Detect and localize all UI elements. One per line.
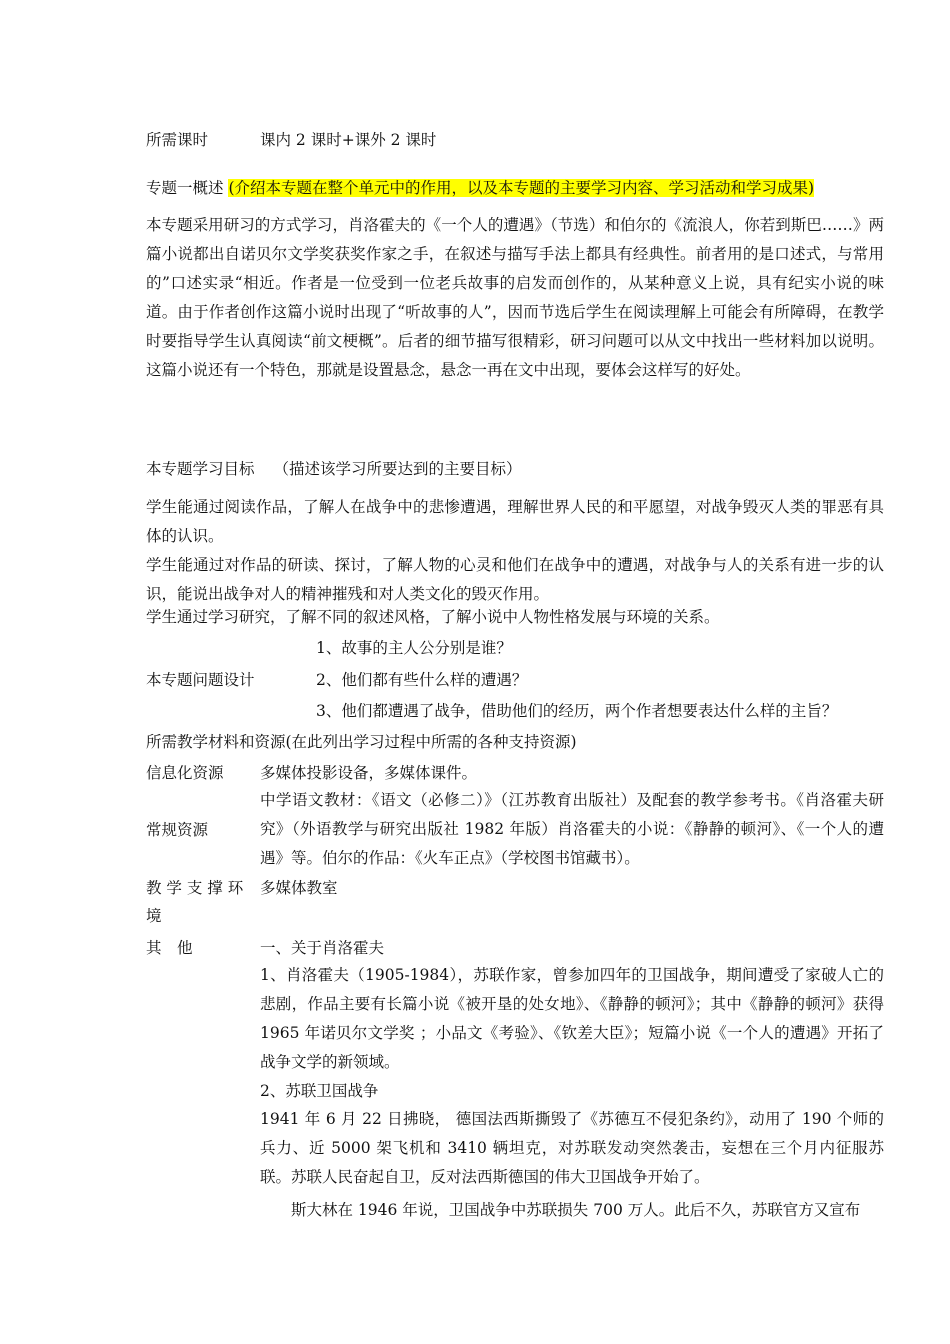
overview-label: 专题一概述 [146, 179, 224, 197]
question-item-1: 1、故事的主人公分别是谁？ [316, 639, 512, 657]
overview-heading [146, 178, 814, 198]
it-resources-label: 信息化资源 [146, 764, 224, 782]
other-section-1-text: 1、肖洛霍夫（1905-1984），苏联作家，曾参加四年的卫国战争，期间遭受了家破人亡的悲剧，作品主要有长篇小说《被开垦的处女地》、《静静的顿河》；其中《静静的顿河》获得 1965 年诺贝尔文学奖 ；小品文《考验》、《钦差大臣》；短篇小说《一个人的遭遇》开拓了战争文学的新领域。 [260, 966, 884, 1071]
resources-heading: 所需教学材料和资源(在此列出学习过程中所需的各种支持资源) [146, 733, 577, 751]
questions-label: 本专题问题设计 [146, 671, 255, 689]
hours-value: 课内 2 课时+课外 2 课时 [260, 131, 437, 149]
env-label-line-1: 教 学 支 撑 环 [146, 879, 244, 897]
goal-item-2: 学生能通过对作品的研读、探讨，了解人物的心灵和他们在战争中的遭遇，对战争与人的关系有进一步的认识，能说出战争对人的精神摧残和对人类文化的毁灭作用。 [146, 556, 884, 603]
env-value: 多媒体教室 [260, 879, 338, 897]
goal-item-3: 学生通过学习研究，了解不同的叙述风格，了解小说中人物性格发展与环境的关系。 [146, 608, 720, 626]
regular-resources-label: 常规资源 [146, 821, 209, 839]
question-item-3: 3、他们都遭遇了战争，借助他们的经历，两个作者想要表达什么样的主旨？ [316, 702, 838, 720]
overview-text: 本专题采用研习的方式学习，肖洛霍夫的《一个人的遭遇》（节选）和伯尔的《流浪人，你若到斯巴……》两篇小说都出自诺贝尔文学奖获奖作家之手，在叙述与描写手法上都具有经典性。前者用的是口述式，与常用的”口述实录“相近。作者是一位受到一位老兵故事的启发而创作的，从某种意义上说，具有纪实小说的味道。由于作者创作这篇小说时出现了“听故事的人”，因而节选后学生在阅读理解上可能会有所障碍，在教学时要指导学生认真阅读“前文梗概”。后者的细节描写很精彩，研习问题可以从文中找出一些材料加以说明。这篇小说还有一个特色，那就是设置悬念，悬念一再在文中出现，要体会这样写的好处。 [146, 216, 884, 379]
other-section-2-title: 2、苏联卫国战争 [260, 1082, 379, 1100]
overview-hint: (介绍本专题在整个单元中的作用，以及本专题的主要学习内容、学习活动和学习成果) [228, 179, 815, 197]
goal-item-1: 学生能通过阅读作品，了解人在战争中的悲惨遭遇，理解世界人民的和平愿望，对战争毁灭人类的罪恶有具体的认识。 [146, 498, 884, 545]
other-section-3-text: 斯大林在 1946 年说，卫国战争中苏联损失 700 万人。此后不久，苏联官方又宣布 [291, 1201, 861, 1219]
regular-resources-value: 中学语文教材：《语文（必修二）》（江苏教育出版社）及配套的教学参考书。《肖洛霍夫研究》（外语教学与研究出版社 1982 年版）肖洛霍夫的小说：《静静的顿河》、《一个人的遭遇》等。伯尔的作品：《火车正点》（学校图书馆藏书）。 [260, 791, 884, 867]
goals-hint: （描述该学习所要达到的主要目标） [273, 460, 522, 478]
other-section-1-title: 一、关于肖洛霍夫 [260, 939, 385, 957]
goals-heading [146, 459, 521, 479]
it-resources-value: 多媒体投影设备，多媒体课件。 [260, 764, 478, 782]
env-label-line-2: 境 [146, 907, 162, 925]
other-label: 其 他 [146, 939, 193, 957]
hours-label: 所需课时 [146, 131, 209, 149]
question-item-2: 2、他们都有些什么样的遭遇？ [316, 671, 528, 689]
goals-label: 本专题学习目标 [146, 460, 255, 478]
other-section-2-text: 1941 年 6 月 22 日拂晓， 德国法西斯撕毁了《苏德互不侵犯条约》，动用了 190 个师的兵力、近 5000 架飞机和 3410 辆坦克，对苏联发动突然袭击，妄想在三个月内征服苏联。苏联人民奋起自卫，反对法西斯德国的伟大卫国战争开始了。 [260, 1110, 884, 1186]
